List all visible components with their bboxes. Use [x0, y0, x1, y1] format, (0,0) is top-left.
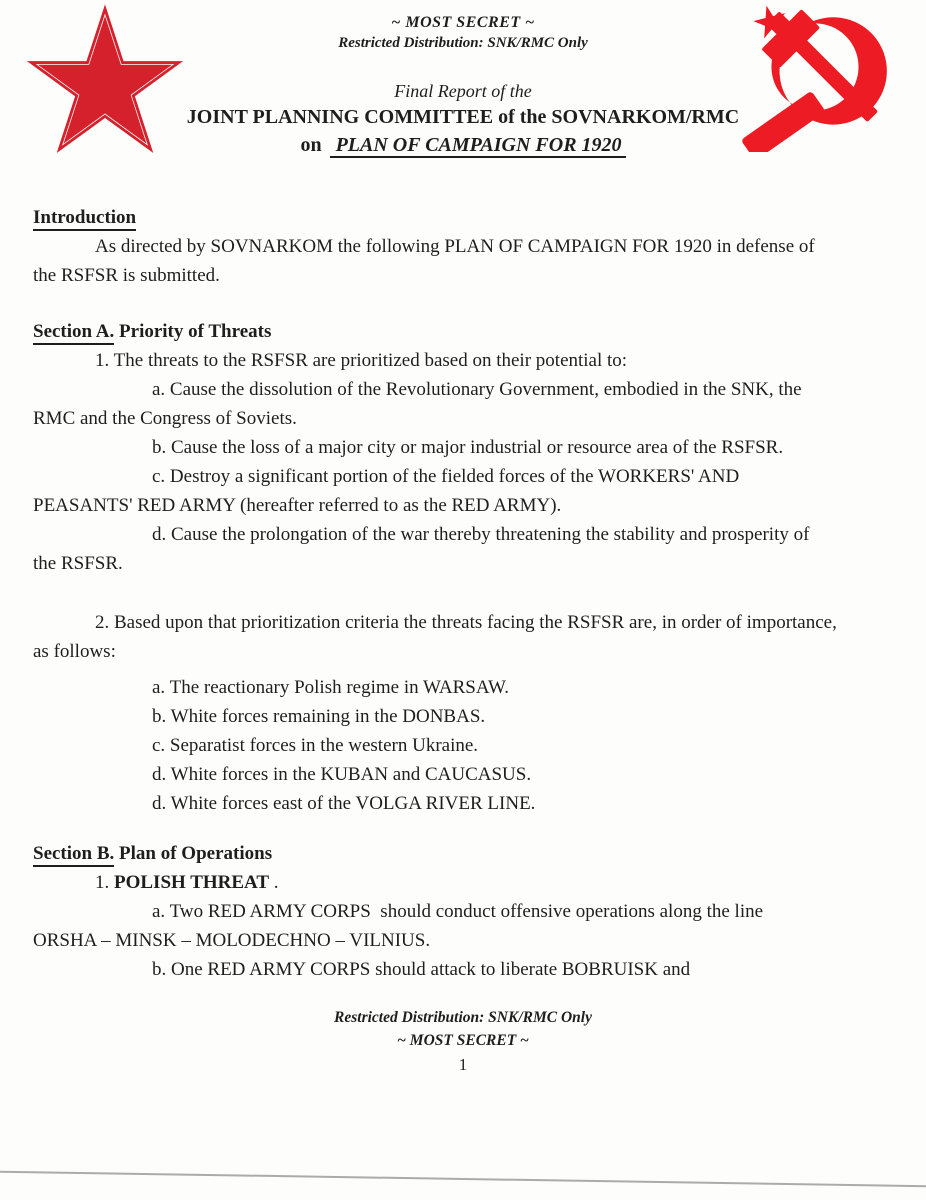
- item-number: 1.: [95, 872, 114, 893]
- threat-list-item: d. White forces in the KUBAN and CAUCASUS.: [152, 764, 532, 785]
- footer-distribution: Restricted Distribution: SNK/RMC Only: [334, 1009, 592, 1026]
- doc-line: b. Cause the loss of a major city or major industrial or resource area of the RSFSR.: [152, 437, 784, 458]
- plan-title-prefix: on: [300, 134, 322, 156]
- item-title: POLISH THREAT: [114, 872, 270, 893]
- intro-heading: [33, 203, 900, 232]
- doc-line: the RSFSR.: [33, 553, 123, 574]
- doc-line: 1. The threats to the RSFSR are prioritized based on their potential to:: [95, 350, 628, 371]
- doc-line: PEASANTS' RED ARMY (hereafter referred to as the RED ARMY).: [33, 495, 562, 516]
- polish-threat-item: [33, 868, 900, 897]
- section-a-title: Priority of Threats: [114, 321, 272, 342]
- document-footer: [0, 1006, 926, 1076]
- section-b-heading: [33, 839, 900, 868]
- intro-heading-text: Introduction: [33, 207, 136, 231]
- classification-banner: ~ MOST SECRET ~: [391, 14, 535, 31]
- threat-list-item: a. The reactionary Polish regime in WARSAW.: [152, 677, 509, 698]
- doc-line: ORSHA – MINSK – MOLODECHNO – VILNIUS.: [33, 930, 431, 951]
- page-number: 1: [458, 1055, 468, 1074]
- doc-line: As directed by SOVNARKOM the following PLAN OF CAMPAIGN FOR 1920 in defense of: [95, 236, 815, 257]
- item-period: .: [269, 872, 279, 893]
- doc-line: a. Cause the dissolution of the Revolutionary Government, embodied in the SNK, the: [152, 379, 802, 400]
- doc-line: the RSFSR is submitted.: [33, 265, 220, 286]
- doc-line: RMC and the Congress of Soviets.: [33, 408, 297, 429]
- plan-title: PLAN OF CAMPAIGN FOR 1920: [330, 134, 626, 158]
- doc-line: d. Cause the prolongation of the war thereby threatening the stability and prosperity of: [152, 524, 810, 545]
- section-b-title: Plan of Operations: [114, 843, 273, 864]
- section-b-label: Section B.: [33, 843, 114, 867]
- threat-list-item: c. Separatist forces in the western Ukraine.: [152, 735, 479, 756]
- document-body: [33, 203, 900, 984]
- section-a-label: Section A.: [33, 321, 114, 345]
- section-a-heading: [33, 317, 900, 346]
- doc-line: as follows:: [33, 641, 116, 662]
- red-star-icon: [26, 4, 184, 154]
- threat-list-item: d. White forces east of the VOLGA RIVER LINE.: [152, 793, 536, 814]
- footer-classification: ~ MOST SECRET ~: [397, 1032, 529, 1049]
- doc-line: 2. Based upon that prioritization criteria the threats facing the RSFSR are, in order of importance,: [95, 612, 837, 633]
- distribution-banner: Restricted Distribution: SNK/RMC Only: [338, 35, 588, 51]
- doc-line: c. Destroy a significant portion of the fielded forces of the WORKERS' AND: [152, 466, 740, 487]
- threat-list-item: b. White forces remaining in the DONBAS.: [152, 706, 486, 727]
- committee-title: JOINT PLANNING COMMITTEE of the SOVNARKOM/RMC: [186, 106, 740, 128]
- scan-artifact-line: [0, 1170, 926, 1187]
- report-subtitle: Final Report of the: [394, 81, 532, 101]
- doc-line: a. Two RED ARMY CORPS should conduct offensive operations along the line: [152, 901, 764, 922]
- doc-line: b. One RED ARMY CORPS should attack to liberate BOBRUISK and: [152, 959, 691, 980]
- hammer-and-sickle-icon: [740, 0, 902, 152]
